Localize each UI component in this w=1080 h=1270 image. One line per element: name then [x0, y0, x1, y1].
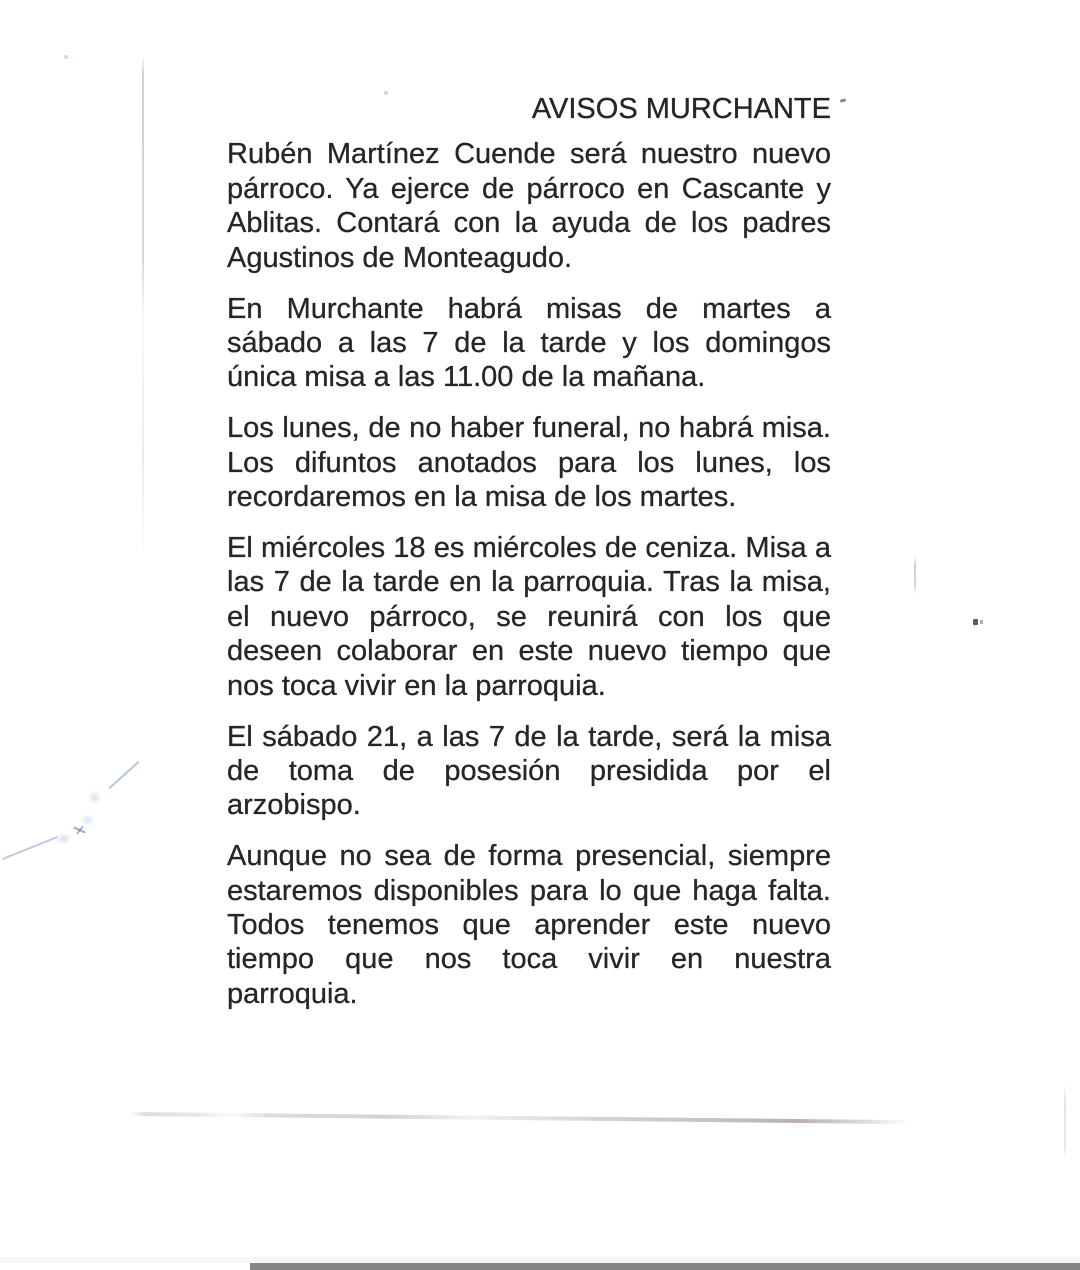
pen-scratch-artifact — [2, 836, 58, 860]
crease-streak-artifact — [130, 1112, 908, 1124]
text-line: Ablitas. Contará con la ayuda de los padres — [227, 207, 831, 240]
scan-line-artifact — [1064, 1085, 1066, 1160]
text-line: Los difuntos anotados para los lunes, los — [227, 446, 831, 479]
text-line: las 7 de la tarde en la parroquia. Tras la misa, — [227, 566, 831, 599]
text-line: sábado a las 7 de la tarde y los domingos — [227, 326, 831, 359]
text-line: única misa a las 11.00 de la mañana. — [227, 361, 706, 394]
text-line: de toma de posesión presidida por el — [227, 754, 831, 787]
text-line: parroquia. — [227, 977, 358, 1010]
text-line: El miércoles 18 es miércoles de ceniza. Misa a — [227, 531, 831, 564]
text-line: Rubén Martínez Cuende será nuestro nuevo — [227, 138, 831, 171]
pen-scratch-artifact — [88, 790, 101, 805]
paragraph — [227, 531, 831, 703]
paragraph — [227, 137, 831, 275]
paragraph — [227, 292, 831, 395]
text-line: nos toca vivir en la parroquia. — [227, 669, 606, 702]
paragraph — [227, 839, 831, 1011]
text-line: En Murchante habrá misas de martes a — [227, 292, 831, 325]
pen-scratch-artifact — [80, 814, 95, 827]
text-line: el nuevo párroco, se reunirá con los que — [227, 600, 831, 633]
text-line: tiempo que nos toca vivir en nuestra — [227, 943, 831, 976]
ink-speck-artifact — [64, 55, 68, 59]
ink-speck-artifact — [973, 619, 978, 625]
ink-speck-artifact — [840, 98, 847, 102]
text-line: Todos tenemos que aprender este nuevo — [227, 909, 831, 942]
document-title: AVISOS MURCHANTE — [531, 93, 831, 125]
pen-scratch-artifact — [108, 761, 139, 789]
scanner-edge-shadow — [0, 1257, 1080, 1263]
pen-scratch-artifact — [76, 825, 84, 834]
text-line: Los lunes, de no haber funeral, no habrá misa. — [227, 412, 831, 445]
scanner-edge-bar — [250, 1263, 1080, 1270]
scan-line-artifact — [914, 556, 916, 594]
paragraph — [227, 720, 831, 823]
text-line: recordaremos en la misa de los martes. — [227, 481, 737, 514]
fold-line-artifact — [142, 55, 144, 560]
document-body — [227, 137, 831, 1011]
paragraph — [227, 411, 831, 514]
text-column — [227, 92, 831, 1028]
pen-scratch-artifact — [55, 832, 72, 845]
pen-scratch-artifact — [73, 826, 86, 833]
text-line: párroco. Ya ejerce de párroco en Cascante y — [227, 172, 831, 205]
text-line: Aunque no sea de forma presencial, siempre — [227, 840, 831, 873]
text-line: Agustinos de Monteagudo. — [227, 241, 573, 274]
text-line: El sábado 21, a las 7 de la tarde, será la misa — [227, 720, 831, 753]
text-line: arzobispo. — [227, 789, 361, 822]
text-line: deseen colaborar en este nuevo tiempo que — [227, 635, 831, 668]
text-line: estaremos disponibles para lo que haga falta. — [227, 874, 831, 907]
